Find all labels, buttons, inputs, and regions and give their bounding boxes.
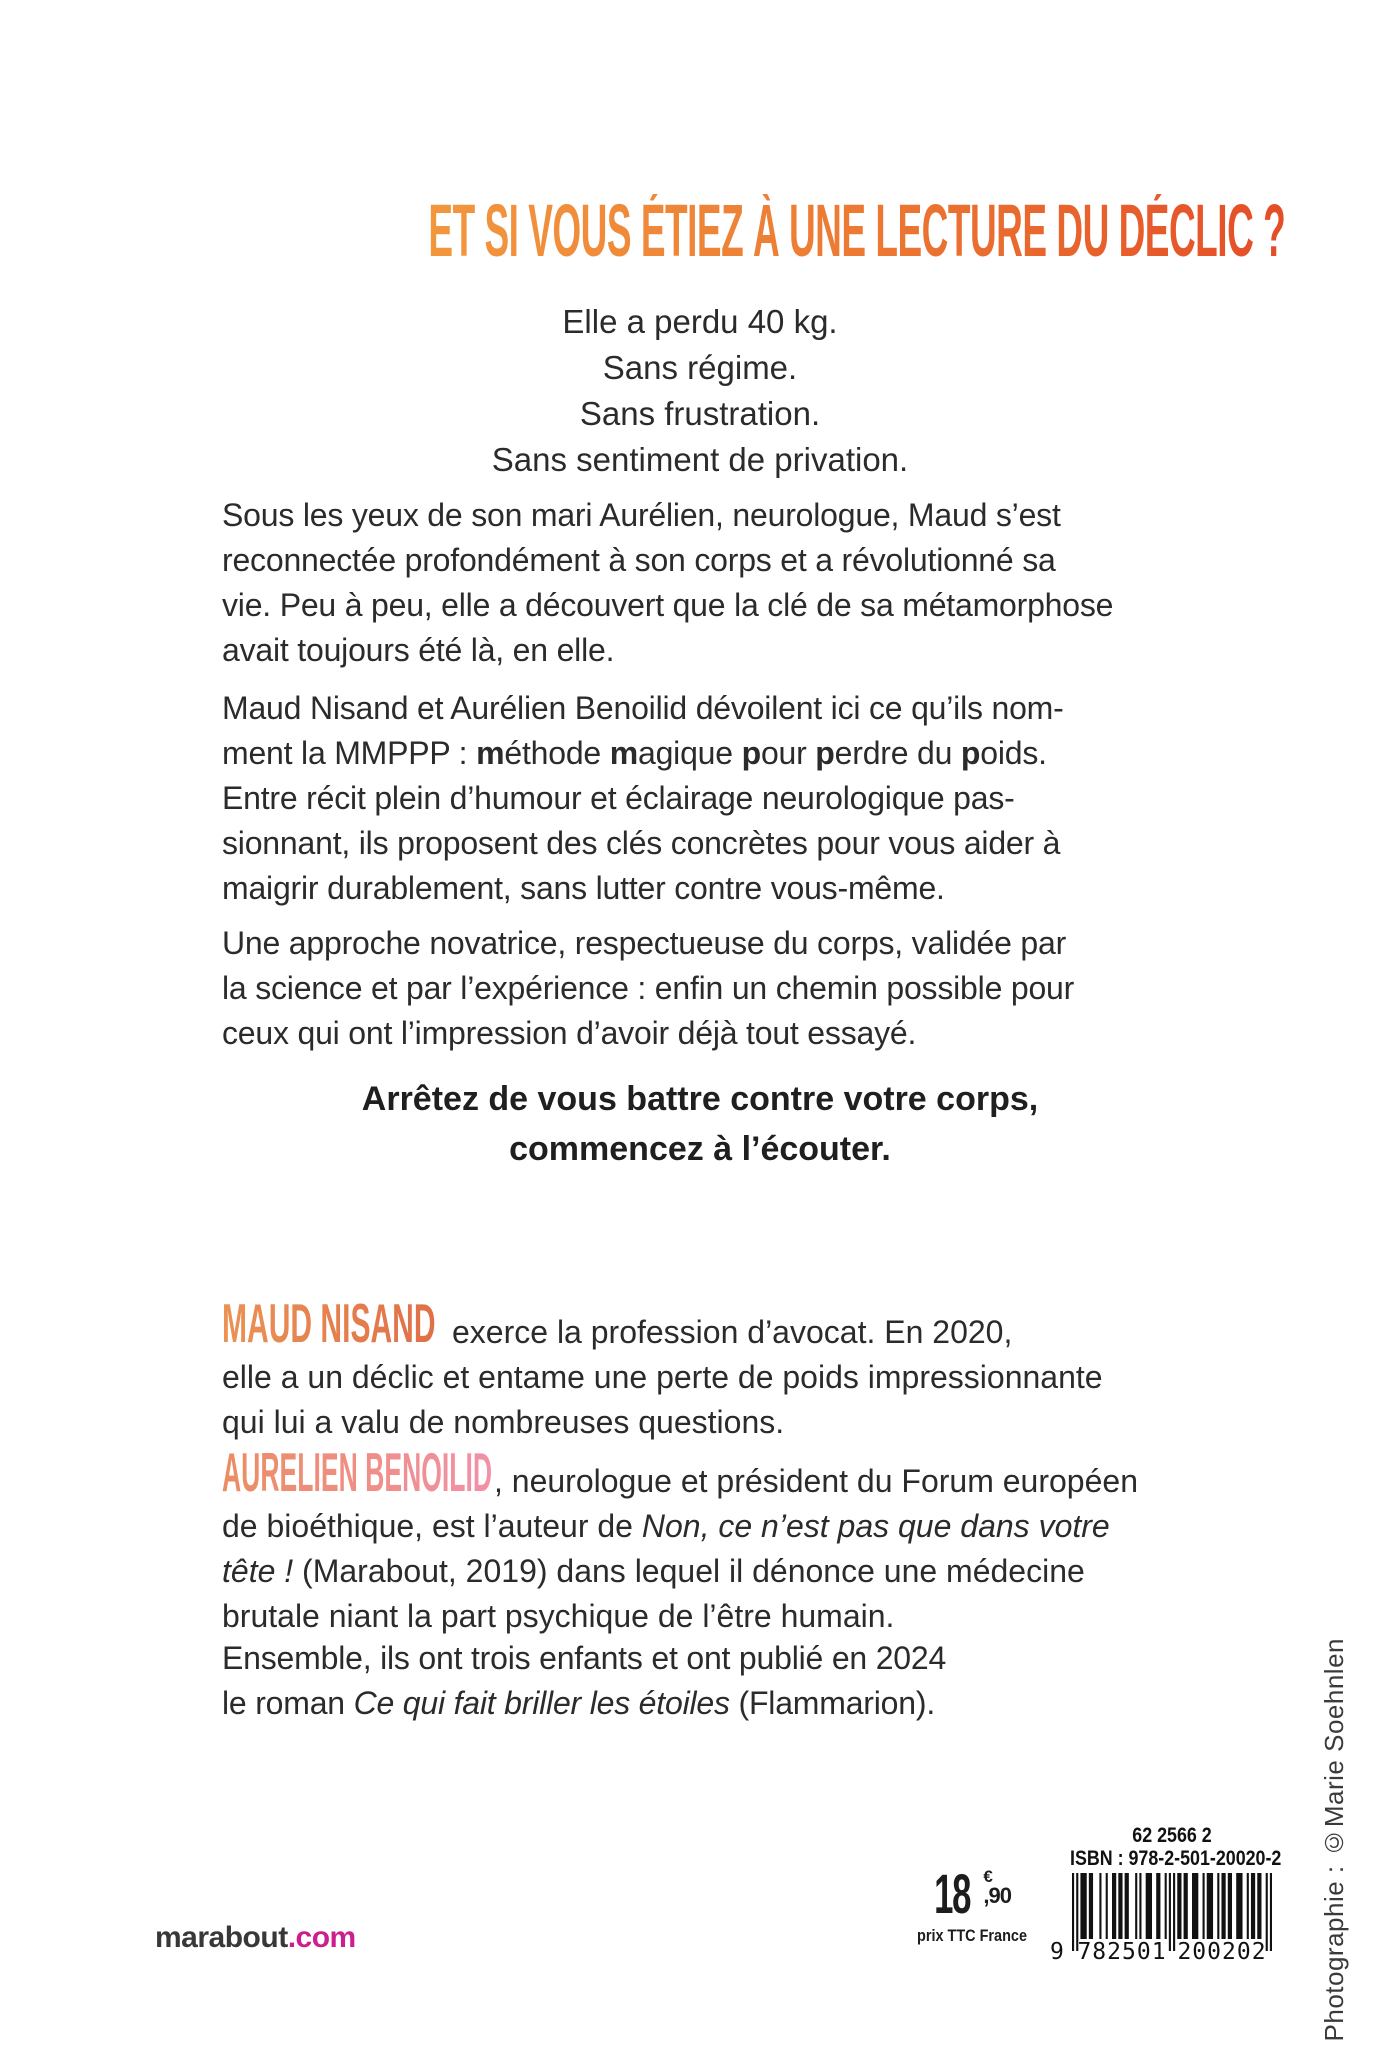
bio-text: , neurologue et président du Forum européen de bioéthique, est l’auteur de Non, ce n’est pas que dans votre tête ! (Marabout, 2019) dans lequel il dénonce une médecine brutale niant la part psychique de l’être humain. — [222, 1463, 1138, 1634]
publisher-website — [155, 1921, 356, 1955]
internal-code: 62 2566 2 — [1132, 1824, 1212, 1847]
hook-line: Sans régime. — [602, 349, 798, 386]
hook-line: Sans sentiment de privation. — [491, 441, 909, 478]
ean-right-group: 200202 — [1177, 1939, 1267, 1965]
hook-line: Elle a perdu 40 kg. — [562, 303, 838, 340]
author-name-aurelien-benoilid: AURÉLIEN BENOILID — [222, 1441, 493, 1503]
hook-lines — [0, 299, 1400, 483]
paragraph-approach: Une approche novatrice, respectueuse du corps, validée par la science et par l’expérience : enfin un chemin possible pour ceux qui ont l’impression d’avoir déjà tout essayé. — [222, 925, 1075, 1051]
price-sub — [983, 1869, 1011, 1907]
price-integer: 18 — [934, 1862, 971, 1925]
bio-aurelien-benoilid — [222, 1441, 1138, 1639]
price-cents: ,90 — [983, 1883, 1011, 1908]
price-block — [892, 1862, 1052, 1945]
bio-maud-nisand — [222, 1292, 1103, 1445]
photo-credit: Photographie : ©Marie Soehnlen — [1319, 1637, 1349, 2041]
paragraph-story: Sous les yeux de son mari Aurélien, neurologue, Maud s’est reconnectée profondément à son corps et a révolutionné sa vie. Peu à peu, elle a découvert que la clé de sa métamorphose avait toujours été là, en elle. — [222, 497, 1114, 668]
ean-first-digit: 9 — [1050, 1939, 1064, 1965]
ean-digits — [1072, 1939, 1272, 1965]
currency-symbol: € — [983, 1867, 993, 1886]
hook-line: Sans frustration. — [579, 395, 821, 432]
publisher-tld: .com — [287, 1921, 356, 1954]
headline-text: ET SI VOUS ÉTIEZ À UNE LECTURE DU DÉCLIC ? — [428, 189, 1286, 272]
price-note: prix TTC France — [916, 1926, 1027, 1945]
price-row — [892, 1862, 1052, 1925]
isbn-label: ISBN : 978-2-501-20020-2 — [1070, 1847, 1282, 1870]
callout-line: commencez à l’écouter. — [509, 1130, 891, 1168]
barcode-block — [1052, 1824, 1292, 1973]
paragraph-method: Maud Nisand et Aurélien Benoilid dévoilent ici ce qu’ils nom- ment la MMPPP : méthode magique pour perdre du poids. Entre récit plein d’humour et éclairage neurologique pas- sionnant, ils proposent des clés concrètes pour vous aider à maigrir durablement, sans lutter contre vous-même. — [222, 690, 1064, 906]
publisher-name: marabout — [155, 1921, 288, 1954]
paragraph-joint: Ensemble, ils ont trois enfants et ont publié en 2024 le roman Ce qui fait briller les étoiles (Flammarion). — [222, 1640, 947, 1721]
bio-text: exerce la profession d’avocat. En 2020, elle a un déclic et entame une perte de poids impressionnante qui lui a valu de nombreuses questions. — [222, 1314, 1103, 1440]
author-name-maud-nisand: MAUD NISAND — [222, 1292, 436, 1354]
ean-left-group: 782501 — [1077, 1939, 1167, 1965]
callout-line: Arrêtez de vous battre contre votre corps, — [361, 1080, 1039, 1118]
callout — [0, 1074, 1400, 1174]
barcode — [1052, 1873, 1292, 1973]
headline — [0, 189, 1358, 272]
